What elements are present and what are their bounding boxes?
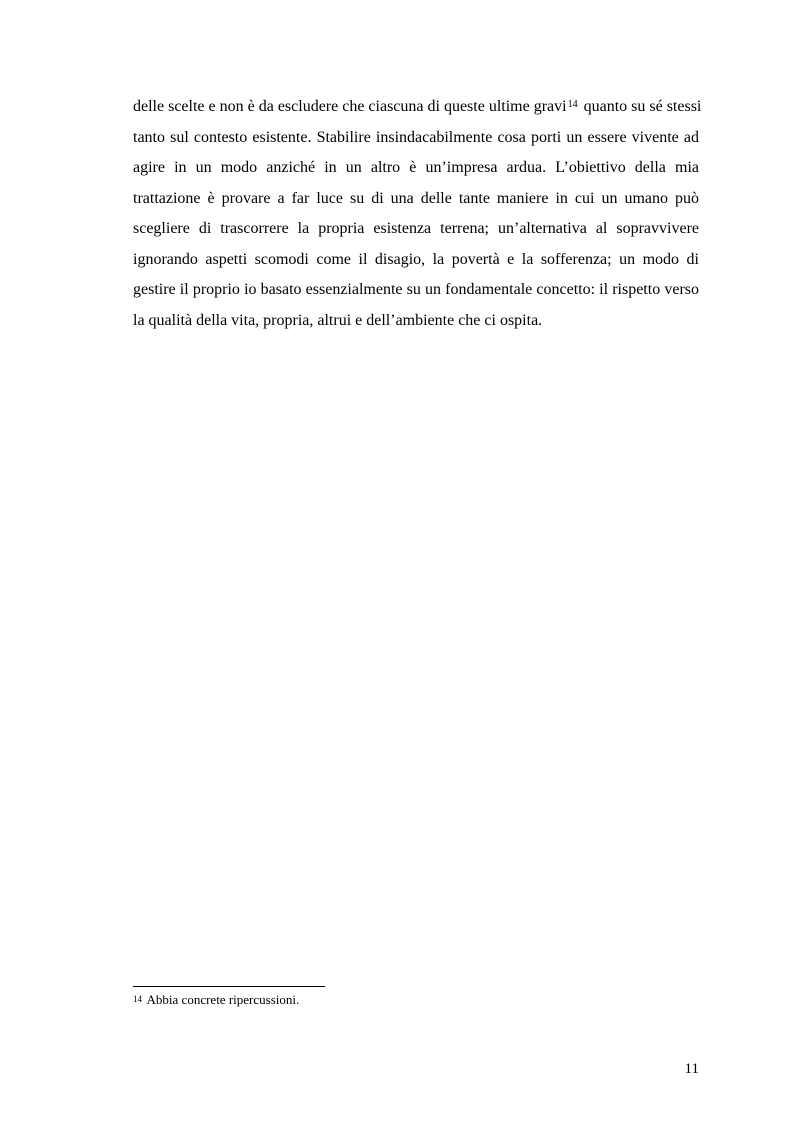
paragraph-line-3: agire in un modo anziché in un altro è un’impresa ardua. L’obiettivo della mia bbox=[133, 159, 699, 176]
footnote-reference: 14 bbox=[567, 99, 578, 110]
page-number: 11 bbox=[684, 1061, 699, 1077]
footnote-number: 14 bbox=[133, 994, 142, 1004]
footnote-text: Abbia concrete ripercussioni. bbox=[144, 992, 300, 1007]
line-1-text-after-ref: quanto su sé stessi bbox=[579, 98, 702, 115]
paragraph-line-7: gestire il proprio io basato essenzialmente su un fondamentale concetto: il rispetto verso bbox=[133, 281, 699, 298]
footnote-separator bbox=[133, 986, 325, 987]
paragraph-line-6: ignorando aspetti scomodi come il disagio, la povertà e la sofferenza; un modo di bbox=[133, 250, 699, 268]
paragraph-line-4: trattazione è provare a far luce su di una delle tante maniere in cui un umano può bbox=[133, 189, 699, 207]
body-paragraph bbox=[133, 92, 702, 336]
paragraph-line-5: scegliere di trascorrere la propria esistenza terrena; un’alternativa al sopravvivere bbox=[133, 220, 699, 237]
line-1-text-before-ref: delle scelte e non è da escludere che ciascuna di queste ultime gravi bbox=[133, 98, 567, 115]
paragraph-line-1 bbox=[133, 92, 702, 123]
footnote bbox=[133, 992, 299, 1008]
paragraph-line-2: tanto sul contesto esistente. Stabilire insindacabilmente cosa porti un essere vivente ad bbox=[133, 128, 699, 146]
paragraph-line-8: la qualità della vita, propria, altrui e dell’ambiente che ci ospita. bbox=[133, 311, 543, 329]
